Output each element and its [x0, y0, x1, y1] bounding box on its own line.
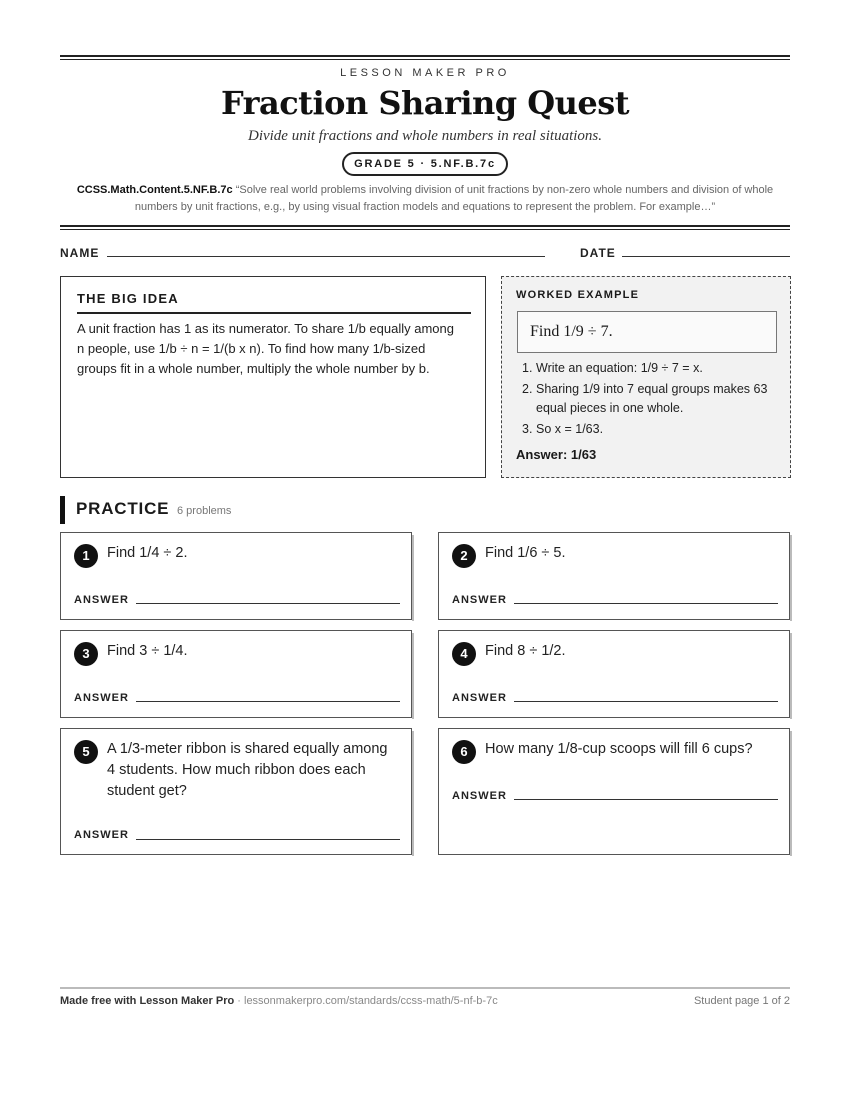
- answer-field[interactable]: [514, 799, 778, 800]
- standard-quote: “Solve real world problems involving division of unit fractions by non-zero whole numbers and division of whole numbers by unit fractions, e.g., by using visual fraction models and equations to represent the problem. For example…”: [134, 184, 774, 213]
- answer-label: ANSWER: [74, 829, 129, 841]
- date-label: DATE: [580, 246, 616, 260]
- answer-field[interactable]: [514, 701, 778, 702]
- big-idea-box: [60, 276, 486, 478]
- problem-number-badge: 6: [452, 740, 476, 764]
- problem-number-badge: 4: [452, 642, 476, 666]
- worked-step: 2. Sharing 1/9 into 7 equal groups makes 63 equal pieces in one whole.: [522, 382, 768, 415]
- worked-step: 1. Write an equation: 1/9 ÷ 7 = x.: [522, 361, 703, 375]
- brand-label: LESSON MAKER PRO: [340, 67, 510, 79]
- answer-label: ANSWER: [452, 692, 507, 704]
- header-bottom-rule: [60, 225, 790, 227]
- problem-text: A 1/3-meter ribbon is shared equally among 4 students. How much ribbon does each student get?: [107, 741, 388, 799]
- problem-number-badge: 2: [452, 544, 476, 568]
- worked-example-steps: [516, 359, 778, 441]
- problem-text: Find 1/4 ÷ 2.: [107, 545, 188, 561]
- footer-made-with: Made free with Lesson Maker Pro: [60, 995, 235, 1007]
- footer-rule: [60, 987, 790, 989]
- name-field[interactable]: [107, 256, 545, 257]
- worked-example-heading: WORKED EXAMPLE: [516, 289, 640, 301]
- problem-number-badge: 3: [74, 642, 98, 666]
- big-idea-heading: THE BIG IDEA: [77, 291, 471, 314]
- problem-card-1: [60, 532, 412, 620]
- problem-card-3: [60, 630, 412, 718]
- top-double-rule: [60, 55, 790, 57]
- problem-card-4: [438, 630, 790, 718]
- problem-text: Find 8 ÷ 1/2.: [485, 643, 566, 659]
- answer-field[interactable]: [136, 603, 400, 604]
- standard-description: [60, 182, 790, 216]
- answer-label: ANSWER: [452, 594, 507, 606]
- footer-page-number: Student page 1 of 2: [693, 995, 790, 1007]
- problem-text: Find 3 ÷ 1/4.: [107, 643, 188, 659]
- date-field[interactable]: [622, 256, 790, 257]
- worked-example-box: [501, 276, 791, 478]
- big-idea-text: A unit fraction has 1 as its numerator. To share 1/b equally among n people, use 1/b ÷ n = 1/(b x n). To find how many 1/b-sized groups fit in a whole number, multiply the whole number by b.: [77, 321, 454, 376]
- page-title: Fraction Sharing Quest: [220, 84, 630, 122]
- page-subtitle: Divide unit fractions and whole numbers in real situations.: [247, 128, 603, 144]
- worksheet-page: [60, 0, 790, 1100]
- answer-field[interactable]: [514, 603, 778, 604]
- name-label: NAME: [60, 246, 100, 260]
- answer-label: ANSWER: [452, 790, 507, 802]
- grade-badge: GRADE 5 · 5.NF.B.7c: [342, 152, 508, 176]
- problem-text: Find 1/6 ÷ 5.: [485, 545, 566, 561]
- answer-label: ANSWER: [74, 594, 129, 606]
- problem-card-5: [60, 728, 412, 855]
- answer-field[interactable]: [136, 701, 400, 702]
- worked-example-problem: Find 1/9 ÷ 7.: [517, 311, 777, 353]
- practice-accent-bar: [60, 496, 65, 524]
- standard-code: CCSS.Math.Content.5.NF.B.7c: [76, 184, 233, 196]
- problem-number-badge: 1: [74, 544, 98, 568]
- footer-url-link[interactable]: · lessonmakerpro.com/standards/ccss-math/5-nf-b-7c: [234, 995, 498, 1007]
- problem-text: How many 1/8-cup scoops will fill 6 cups?: [485, 741, 753, 757]
- problem-card-2: [438, 532, 790, 620]
- worked-step: 3. So x = 1/63.: [522, 422, 604, 436]
- practice-count: 6 problems: [177, 505, 232, 517]
- practice-heading: PRACTICE: [76, 499, 170, 518]
- problem-card-6: [438, 728, 790, 855]
- problem-number-badge: 5: [74, 740, 98, 764]
- answer-label: ANSWER: [74, 692, 129, 704]
- footer-credit: [60, 995, 498, 1007]
- answer-field[interactable]: [136, 839, 400, 840]
- worked-example-answer: Answer: 1/63: [516, 447, 597, 462]
